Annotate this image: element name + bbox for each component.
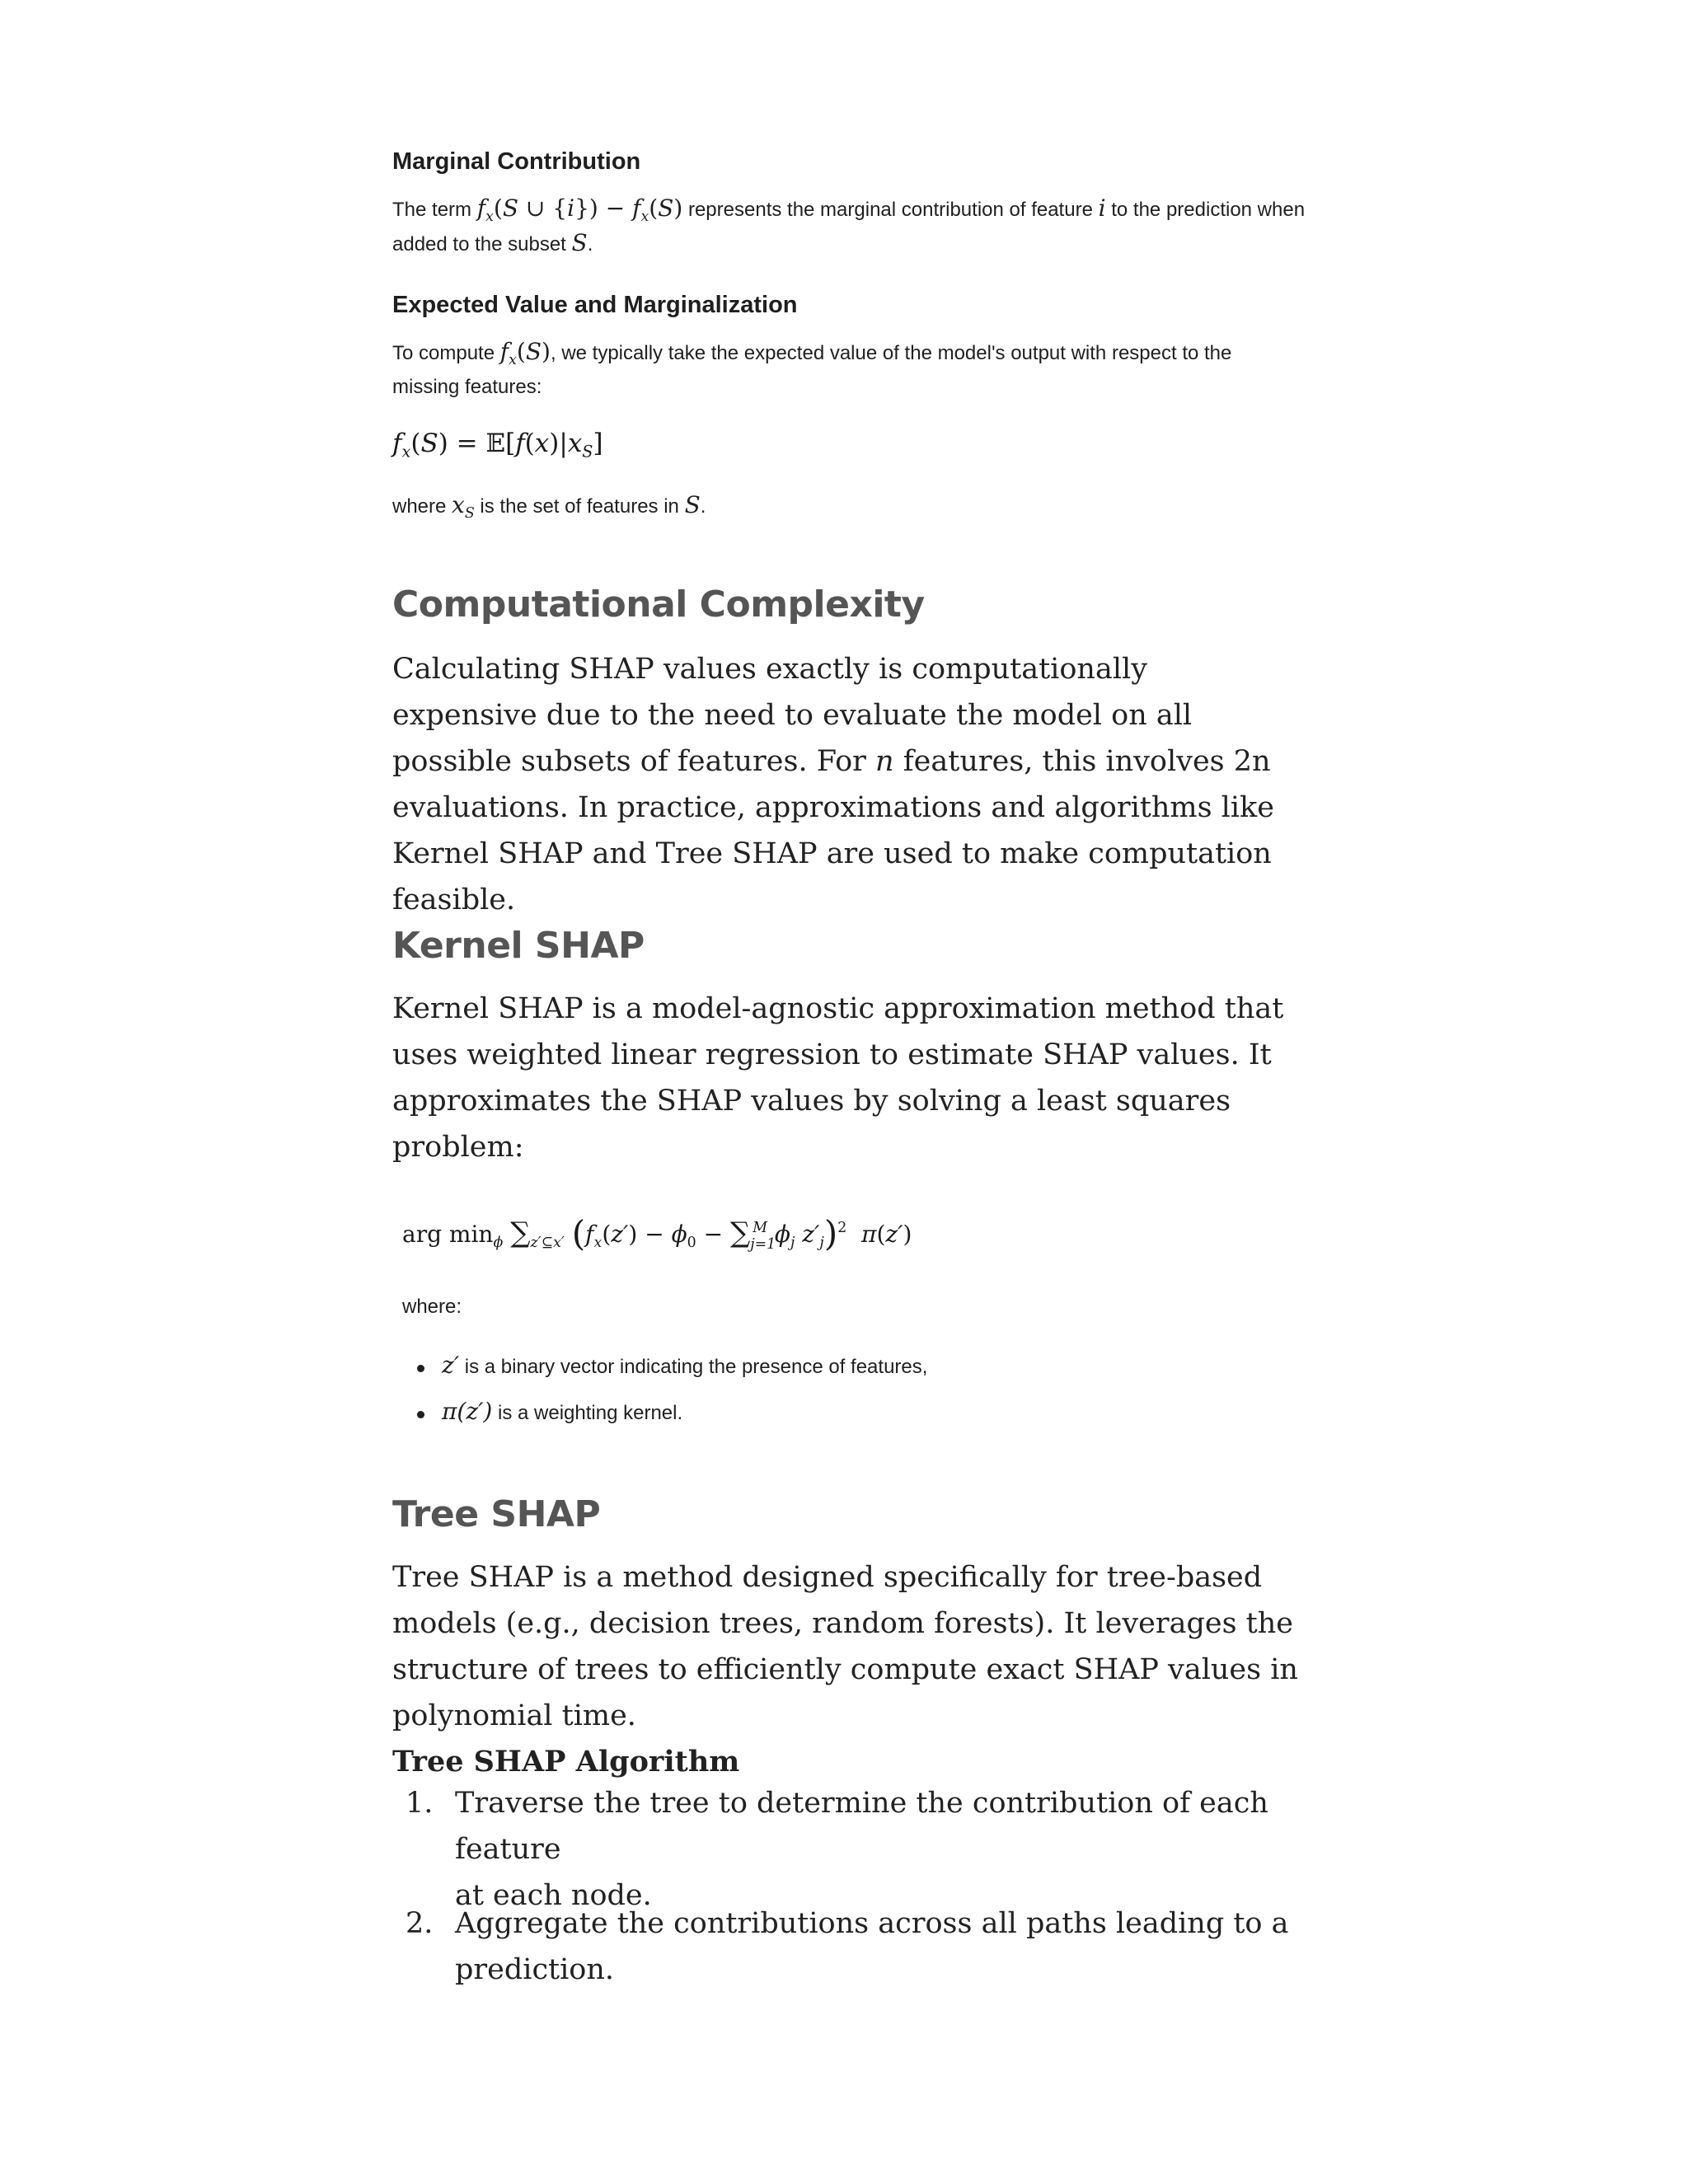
expected-line-2: missing features: (392, 376, 542, 398)
expected-where-middle: is the set of features in (480, 495, 679, 518)
kernel-bullet-1 (442, 1352, 927, 1379)
marginal-subset-symbol: S (571, 229, 588, 256)
expected-line1-prefix: To compute (392, 342, 495, 364)
tree-heading: Tree SHAP (392, 1493, 601, 1535)
kernel-bullet-dot-2 (417, 1411, 424, 1418)
tree-step-1 (455, 1780, 1320, 1919)
kernel-equation: arg $\min_\phi \sum_{z'⊆x'}$ ($f_x(z') - \phi_0 - \sum_{j=1}^M$ $\phi_j$ $z'_j)^2$ π(z′) (402, 1213, 912, 1254)
marginal-line1-prefix: The term (392, 199, 472, 221)
marginal-line1-end: to the prediction when (1111, 199, 1306, 221)
expected-fxs-math: $f_x(S)$ (499, 338, 551, 369)
complexity-paragraph (392, 646, 1299, 923)
kernel-bullet-1-math: z′ (442, 1352, 460, 1379)
marginal-line-1 (392, 194, 1305, 225)
marginal-term-math: $f_x(S$ ∪ $\{i\}) - f_x(S)$ (476, 194, 683, 226)
tree-step-1-line2: at each node. (455, 1879, 652, 1912)
tree-step-2-line2: prediction. (455, 1953, 615, 1986)
kernel-bullet-2 (442, 1398, 682, 1425)
kernel-heading: Kernel SHAP (392, 925, 645, 967)
marginal-line2-prefix: added to the subset (392, 233, 566, 255)
expected-where-symbol: S (684, 491, 701, 518)
tree-paragraph-text: Tree SHAP is a method designed specifically for tree-based models (e.g., decision trees, random forests). It leverages the structure of trees to efficiently compute exact SHAP values in polynomial time. (392, 1561, 1298, 1732)
tree-step-2 (455, 1900, 1320, 1993)
kernel-paragraph: Kernel SHAP is a model-agnostic approximation method that uses weighted linear regression to estimate SHAP values. It approximates the SHAP values by solving a least squares problem: (392, 992, 1284, 1164)
kernel-bullet-2-text: is a weighting kernel. (498, 1402, 683, 1424)
marginal-feature-symbol: i (1098, 194, 1106, 222)
tree-step-1-number: 1. (406, 1787, 434, 1820)
complexity-paragraph-pre: Calculating SHAP values exactly is computationally expensive due to the need to evaluate the model on all possible subsets of features. For (392, 653, 1193, 778)
complexity-n-symbol: n (875, 745, 894, 778)
marginal-heading: Marginal Contribution (392, 148, 641, 175)
tree-step-2-number: 2. (406, 1907, 434, 1940)
complexity-heading: Computational Complexity (392, 583, 925, 626)
expected-xs-symbol: $x_S$ (452, 491, 475, 523)
expected-line1-suffix: , we typically take the expected value of the model's output with respect to the (550, 342, 1232, 364)
expected-heading: Expected Value and Marginalization (392, 292, 798, 318)
marginal-line-2: added to the subset S. (392, 229, 593, 256)
marginal-line1-suffix: represents the marginal contribution of feature (687, 199, 1093, 221)
tree-algorithm-heading: Tree SHAP Algorithm (392, 1745, 740, 1779)
complexity-paragraph-post: features, this involves 2n evaluations. In practice, approximations and algorithms like Kernel SHAP and Tree SHAP are used to make computation feasible. (392, 745, 1274, 916)
tree-step-2-line1: Aggregate the contributions across all paths leading to a (455, 1907, 1289, 1940)
tree-paragraph (392, 1554, 1299, 1785)
kernel-bullet-1-text: is a binary vector indicating the presence of features, (464, 1356, 928, 1378)
kernel-bullet-2-math: π(z′) (442, 1398, 493, 1425)
expected-where-line: where $x_S$ is the set of features in S. (392, 491, 706, 523)
expected-line-1 (392, 338, 1231, 368)
expected-equation: $f_x(S)$ = $𝔼[f(x)|x_S]$ (392, 429, 603, 462)
tree-step-1-line1: Traverse the tree to determine the contribution of each feature (455, 1787, 1268, 1866)
kernel-bullet-dot-1 (417, 1365, 424, 1372)
kernel-where-label: where: (402, 1296, 462, 1318)
expected-where-prefix: where (392, 495, 447, 518)
